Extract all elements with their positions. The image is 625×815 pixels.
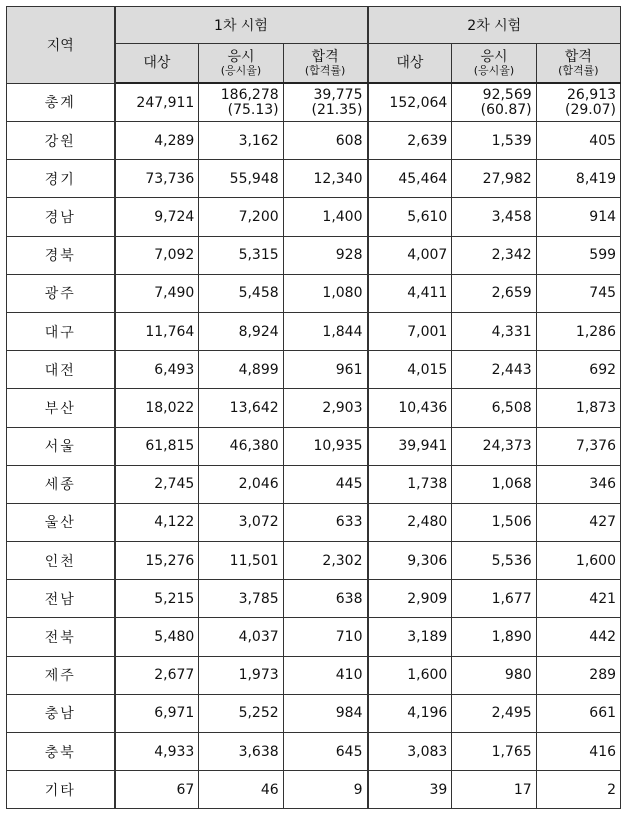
cell-r2-target: 4,015 — [368, 351, 452, 389]
table-row — [7, 733, 621, 771]
cell-r2-applied: 5,536 — [452, 542, 536, 580]
cell-r1-target: 4,933 — [115, 733, 199, 771]
cell-region: 강원 — [7, 122, 115, 160]
cell-r2-applied: 980 — [452, 656, 536, 694]
cell-r1-applied: 1,973 — [199, 656, 283, 694]
cell-r1-applied: 7,200 — [199, 198, 283, 236]
cell-r1-target: 2,745 — [115, 465, 199, 503]
cell-r2-passed: 26,913 (29.07) — [536, 83, 620, 122]
cell-r1-target: 61,815 — [115, 427, 199, 465]
cell-r1-target: 6,493 — [115, 351, 199, 389]
cell-r2-passed: 661 — [536, 694, 620, 732]
table-row — [7, 580, 621, 618]
table-row — [7, 351, 621, 389]
cell-r1-target: 4,122 — [115, 503, 199, 541]
cell-r1-passed: 633 — [283, 503, 367, 541]
cell-r1-applied: 5,315 — [199, 236, 283, 274]
table-row — [7, 694, 621, 732]
cell-r2-target: 2,909 — [368, 580, 452, 618]
cell-r2-target: 10,436 — [368, 389, 452, 427]
cell-r1-passed: 710 — [283, 618, 367, 656]
cell-r2-target: 2,480 — [368, 503, 452, 541]
cell-r2-passed: 289 — [536, 656, 620, 694]
cell-r1-applied: 186,278 (75.13) — [199, 83, 283, 122]
cell-r1-passed: 2,903 — [283, 389, 367, 427]
cell-r2-applied: 2,342 — [452, 236, 536, 274]
cell-r1-applied: 55,948 — [199, 160, 283, 198]
cell-r2-passed: 8,419 — [536, 160, 620, 198]
cell-r2-passed: 1,600 — [536, 542, 620, 580]
cell-region: 전북 — [7, 618, 115, 656]
cell-region: 세종 — [7, 465, 115, 503]
cell-r2-target: 3,189 — [368, 618, 452, 656]
cell-r1-applied: 46 — [199, 771, 283, 809]
cell-r1-passed: 2,302 — [283, 542, 367, 580]
cell-r1-applied: 3,638 — [199, 733, 283, 771]
cell-r1-target: 5,215 — [115, 580, 199, 618]
table-row — [7, 122, 621, 160]
cell-r2-applied: 2,495 — [452, 694, 536, 732]
cell-r1-passed: 410 — [283, 656, 367, 694]
cell-r2-applied: 17 — [452, 771, 536, 809]
cell-region: 전남 — [7, 580, 115, 618]
cell-r2-target: 1,600 — [368, 656, 452, 694]
cell-r2-target: 39 — [368, 771, 452, 809]
cell-r1-applied: 3,162 — [199, 122, 283, 160]
cell-r2-passed: 692 — [536, 351, 620, 389]
header-r2-passed: 합격 (합격률) — [536, 44, 620, 84]
cell-r2-passed: 416 — [536, 733, 620, 771]
cell-region: 경남 — [7, 198, 115, 236]
cell-r2-applied: 92,569 (60.87) — [452, 83, 536, 122]
cell-r1-passed: 1,400 — [283, 198, 367, 236]
cell-r1-passed: 638 — [283, 580, 367, 618]
cell-r2-passed: 745 — [536, 274, 620, 312]
cell-r2-applied: 2,443 — [452, 351, 536, 389]
cell-region: 총계 — [7, 83, 115, 122]
cell-r1-passed: 928 — [283, 236, 367, 274]
cell-r1-passed: 1,080 — [283, 274, 367, 312]
cell-r2-applied: 1,890 — [452, 618, 536, 656]
cell-region: 부산 — [7, 389, 115, 427]
table-row — [7, 198, 621, 236]
cell-r1-applied: 11,501 — [199, 542, 283, 580]
cell-r1-applied: 3,785 — [199, 580, 283, 618]
table-row — [7, 503, 621, 541]
cell-r2-target: 7,001 — [368, 312, 452, 350]
cell-r2-applied: 3,458 — [452, 198, 536, 236]
cell-r2-passed: 1,873 — [536, 389, 620, 427]
cell-r1-passed: 984 — [283, 694, 367, 732]
cell-region: 제주 — [7, 656, 115, 694]
table-row — [7, 389, 621, 427]
cell-r2-target: 3,083 — [368, 733, 452, 771]
cell-r2-target: 4,411 — [368, 274, 452, 312]
cell-region: 울산 — [7, 503, 115, 541]
cell-r1-target: 4,289 — [115, 122, 199, 160]
cell-r1-target: 2,677 — [115, 656, 199, 694]
cell-region: 인천 — [7, 542, 115, 580]
cell-r1-passed: 39,775 (21.35) — [283, 83, 367, 122]
cell-r2-passed: 421 — [536, 580, 620, 618]
cell-r2-applied: 24,373 — [452, 427, 536, 465]
cell-r1-passed: 961 — [283, 351, 367, 389]
cell-r1-applied: 5,458 — [199, 274, 283, 312]
cell-r2-target: 9,306 — [368, 542, 452, 580]
table-row — [7, 427, 621, 465]
cell-r1-target: 67 — [115, 771, 199, 809]
cell-r2-target: 45,464 — [368, 160, 452, 198]
cell-r2-passed: 914 — [536, 198, 620, 236]
header-r2-applied: 응시 (응시율) — [452, 44, 536, 84]
table-row — [7, 618, 621, 656]
cell-r2-passed: 405 — [536, 122, 620, 160]
table-row — [7, 542, 621, 580]
cell-region: 대전 — [7, 351, 115, 389]
cell-r1-target: 15,276 — [115, 542, 199, 580]
cell-r2-applied: 2,659 — [452, 274, 536, 312]
cell-r2-passed: 7,376 — [536, 427, 620, 465]
cell-r1-passed: 445 — [283, 465, 367, 503]
header-r2-target: 대상 — [368, 44, 452, 84]
cell-region: 경북 — [7, 236, 115, 274]
cell-r2-passed: 442 — [536, 618, 620, 656]
cell-region: 충남 — [7, 694, 115, 732]
cell-r2-applied: 1,506 — [452, 503, 536, 541]
header-round2: 2차 시험 — [368, 7, 621, 44]
cell-r2-applied: 4,331 — [452, 312, 536, 350]
cell-region: 기타 — [7, 771, 115, 809]
table-row — [7, 465, 621, 503]
header-round1: 1차 시험 — [115, 7, 368, 44]
table-row — [7, 160, 621, 198]
cell-region: 충북 — [7, 733, 115, 771]
table-row — [7, 656, 621, 694]
cell-r1-applied: 4,037 — [199, 618, 283, 656]
cell-r1-applied: 2,046 — [199, 465, 283, 503]
cell-r1-passed: 9 — [283, 771, 367, 809]
table-header — [7, 7, 621, 84]
cell-r1-target: 7,490 — [115, 274, 199, 312]
header-r1-passed: 합격 (합격률) — [283, 44, 367, 84]
cell-r1-passed: 608 — [283, 122, 367, 160]
cell-r1-target: 9,724 — [115, 198, 199, 236]
cell-r2-applied: 1,539 — [452, 122, 536, 160]
exam-statistics-table — [6, 6, 621, 809]
cell-r2-passed: 1,286 — [536, 312, 620, 350]
table-row — [7, 771, 621, 809]
cell-r2-target: 39,941 — [368, 427, 452, 465]
cell-r2-target: 4,196 — [368, 694, 452, 732]
cell-r2-target: 152,064 — [368, 83, 452, 122]
cell-r1-applied: 8,924 — [199, 312, 283, 350]
cell-r2-passed: 599 — [536, 236, 620, 274]
cell-r2-applied: 27,982 — [452, 160, 536, 198]
cell-r2-target: 1,738 — [368, 465, 452, 503]
cell-r1-target: 247,911 — [115, 83, 199, 122]
cell-r1-target: 7,092 — [115, 236, 199, 274]
cell-region: 대구 — [7, 312, 115, 350]
cell-region: 광주 — [7, 274, 115, 312]
cell-r2-applied: 1,677 — [452, 580, 536, 618]
cell-r2-applied: 6,508 — [452, 389, 536, 427]
cell-r2-applied: 1,068 — [452, 465, 536, 503]
header-r1-target: 대상 — [115, 44, 199, 84]
cell-r2-passed: 2 — [536, 771, 620, 809]
cell-region: 서울 — [7, 427, 115, 465]
cell-r1-target: 73,736 — [115, 160, 199, 198]
cell-r2-target: 2,639 — [368, 122, 452, 160]
cell-r1-target: 5,480 — [115, 618, 199, 656]
table-row — [7, 312, 621, 350]
cell-r2-applied: 1,765 — [452, 733, 536, 771]
cell-r1-applied: 4,899 — [199, 351, 283, 389]
cell-r1-applied: 5,252 — [199, 694, 283, 732]
cell-r1-applied: 13,642 — [199, 389, 283, 427]
header-region: 지역 — [7, 7, 115, 84]
cell-r1-applied: 3,072 — [199, 503, 283, 541]
cell-region: 경기 — [7, 160, 115, 198]
cell-r1-passed: 1,844 — [283, 312, 367, 350]
cell-r1-target: 11,764 — [115, 312, 199, 350]
cell-r2-passed: 346 — [536, 465, 620, 503]
table-row — [7, 236, 621, 274]
cell-r2-target: 5,610 — [368, 198, 452, 236]
cell-r2-passed: 427 — [536, 503, 620, 541]
header-r1-applied: 응시 (응시율) — [199, 44, 283, 84]
table-row — [7, 274, 621, 312]
cell-r1-target: 6,971 — [115, 694, 199, 732]
cell-r1-passed: 645 — [283, 733, 367, 771]
cell-r1-applied: 46,380 — [199, 427, 283, 465]
cell-r1-passed: 12,340 — [283, 160, 367, 198]
cell-r2-target: 4,007 — [368, 236, 452, 274]
cell-r1-passed: 10,935 — [283, 427, 367, 465]
table-row-total — [7, 83, 621, 122]
cell-r1-target: 18,022 — [115, 389, 199, 427]
table-body — [7, 83, 621, 809]
